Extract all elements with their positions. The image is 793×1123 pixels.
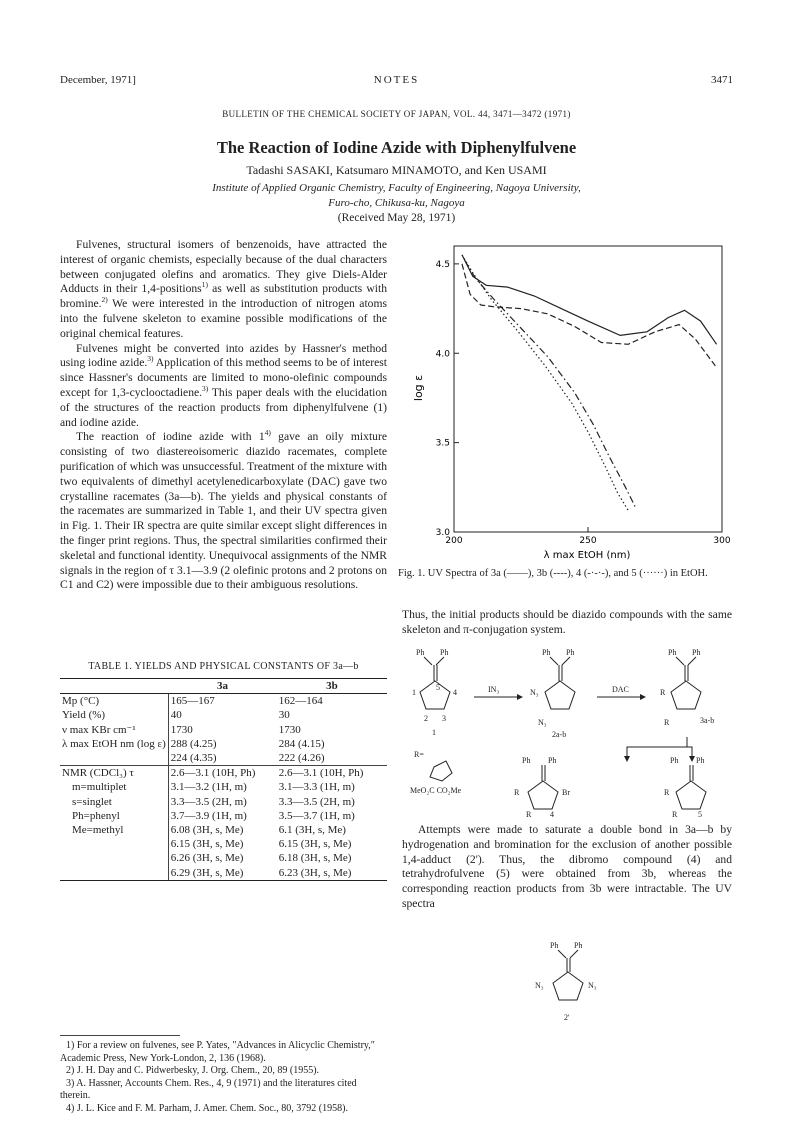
svg-text:R: R [672, 810, 678, 819]
uv-spectra-chart [412, 238, 737, 563]
paper-title: The Reaction of Iodine Azide with Diphenylfulvene [216, 138, 577, 157]
svg-text:Ph: Ph [416, 648, 425, 657]
table-row: 6.29 (3H, s, Me) 6.23 (3H, s, Me) [60, 866, 387, 881]
x-axis-label: λ max EtOH (nm) [543, 550, 631, 561]
x-tick-label: 300 [713, 536, 731, 546]
chart-ticks [436, 260, 731, 546]
series-line-4 [465, 260, 637, 509]
svg-text:R: R [660, 688, 666, 697]
svg-text:5: 5 [436, 683, 440, 692]
svg-text:MeO₂C CO₂Me: MeO₂C CO₂Me [410, 786, 462, 795]
table-col-3a: 3a [168, 679, 277, 694]
received-date: (Received May 28, 1971) [337, 212, 456, 224]
reagent-dac: DAC [612, 685, 629, 694]
svg-text:4: 4 [550, 810, 554, 819]
svg-text:N₃: N₃ [588, 981, 597, 990]
plot-frame [454, 246, 722, 532]
y-axis-label: log ε [412, 374, 425, 402]
x-tick-label: 250 [579, 536, 597, 546]
right-column-top-text: Thus, the initial products should be diazido compounds with the same skeleton and π-conjugation system. [402, 608, 732, 636]
svg-text:2': 2' [564, 1013, 570, 1022]
svg-text:4: 4 [453, 688, 457, 697]
table-row: 224 (4.35) 222 (4.26) [60, 751, 387, 766]
y-tick-label: 4.5 [435, 259, 450, 270]
footnote-rule [60, 1035, 180, 1036]
series-line-3b [462, 264, 717, 368]
svg-text:Ph: Ph [522, 756, 531, 765]
svg-text:1: 1 [432, 728, 436, 737]
running-header-date: December, 1971] [60, 74, 136, 86]
y-tick-label: 3.0 [435, 528, 450, 538]
table-row: Ph=phenyl 3.7—3.9 (1H, m) 3.5—3.7 (1H, m) [72, 809, 355, 822]
series-line-3a [462, 255, 717, 344]
svg-text:3: 3 [442, 714, 446, 723]
table-row: 6.26 (3H, s, Me) 6.18 (3H, s, Me) [60, 851, 387, 865]
table-row: m=multiplet 3.1—3.2 (1H, m) 3.1—3.3 (1H, m) [72, 781, 355, 794]
svg-text:Ph: Ph [670, 756, 679, 765]
svg-text:Ph: Ph [440, 648, 449, 657]
svg-text:Ph: Ph [696, 756, 705, 765]
svg-text:Ph: Ph [566, 648, 575, 657]
footnote-1: 1) For a review on fulvenes, see P. Yates, "Advances in Alicyclic Chemistry," Academic Press, New York-London, 2, 136 (1968). [60, 1040, 375, 1064]
compound-4 [514, 756, 570, 819]
authors: Tadashi SASAKI, Katsumaro MINAMOTO, and Ken USAMI [246, 163, 547, 177]
compound-1 [412, 648, 457, 737]
footnote-4: 4) J. L. Kice and F. M. Parham, J. Amer. Chem. Soc., 80, 3792 (1958). [66, 1102, 348, 1114]
r-definition [410, 750, 462, 795]
svg-text:N₃: N₃ [530, 688, 539, 697]
svg-text:2: 2 [424, 714, 428, 723]
compound-2-prime [530, 938, 620, 1028]
table-row: 6.15 (3H, s, Me) 6.15 (3H, s, Me) [60, 837, 387, 851]
table-caption: TABLE 1. YIELDS AND PHYSICAL CONSTANTS OF 3a—b [88, 661, 359, 672]
svg-text:5: 5 [698, 810, 702, 819]
svg-text:N₃: N₃ [535, 981, 544, 990]
svg-text:R=: R= [414, 750, 424, 759]
affiliation-line-1: Institute of Applied Organic Chemistry, Faculty of Engineering, Nagoya University, [212, 182, 581, 194]
page-number: 3471 [711, 74, 733, 86]
x-tick-label: 200 [445, 536, 463, 546]
svg-text:Ph: Ph [574, 941, 583, 950]
svg-text:2a-b: 2a-b [552, 730, 567, 739]
table-row: Me=methyl 6.08 (3H, s, Me) 6.1 (3H, s, Me) [72, 824, 346, 837]
svg-text:R: R [664, 788, 670, 797]
running-header-section: NOTES [373, 74, 420, 86]
paragraph-2: Fulvenes might be converted into azides by Hassner's method using iodine azide.$^{3)}$ Application of this method seems to be of interest since Hassner's documents are limited to mono-olefinic compounds except for 1,3-cyclooctadiene.$^{3)}$ This paper deals with the elucidation of the structures of the reaction products from diphenylfulvene (1) and iodine azide. [60, 341, 387, 429]
footnote-2: 2) J. H. Day and C. Pidwerbesky, J. Org. Chem., 20, 89 (1955). [66, 1065, 320, 1077]
svg-text:R: R [664, 718, 670, 727]
svg-text:Ph: Ph [550, 941, 559, 950]
svg-text:R: R [514, 788, 520, 797]
y-tick-label: 4.0 [435, 349, 450, 360]
table-row: λ max EtOH nm (log ε) 288 (4.25) 284 (4.15) [62, 737, 325, 750]
table-row: Yield (%) 40 30 [62, 709, 290, 722]
figure-caption: Fig. 1. UV Spectra of 3a (——), 3b (----), 4 (-·-·-), and 5 (······) in EtOH. [398, 568, 708, 579]
table-row: Mp (°C) 165—167 162—164 [62, 695, 323, 708]
affiliation [0, 181, 793, 211]
compound-2ab [530, 648, 575, 739]
compound-5 [664, 756, 706, 819]
series-line-5 [462, 255, 628, 511]
svg-text:Ph: Ph [542, 648, 551, 657]
affiliation-line-2: Furo-cho, Chikusa-ku, Nagoya [328, 197, 465, 209]
table-row: s=singlet 3.3—3.5 (2H, m) 3.3—3.5 (2H, m) [72, 795, 355, 808]
svg-text:R: R [526, 810, 532, 819]
chart-axes [454, 246, 722, 532]
paragraph-3: The reaction of iodine azide with 1$^{4)}$ gave an oily mixture consisting of two diastereoisomeric diazido racemates, complete purification of which was unsuccessful. Treatment of the mixture with two equivalents of dimethyl acetylenedicarboxylate (DAC) gave two crystalline racemates (3a—b). The yields and physical constants of the racemates are summarized in Table 1, and their UV spectra given in Fig. 1. Their IR spectra are quite similar except slight differences in the finger print regions. Thus, the spectral similarities confirmed their skeletal and functional identity. Unequivocal assignments of the NMR signals in the region of τ 3.1—3.9 (2 olefinic protons and 2 protons on C1 and C2) were impossible due to their ambiguous resolutions. [60, 428, 387, 592]
table-row: NMR (CDCl₃) τ 2.6—3.1 (10H, Ph) 2.6—3.1 (10H, Ph) [60, 766, 387, 781]
table-col-3b: 3b [277, 679, 387, 694]
table-header-row [60, 679, 387, 694]
compound-3ab [660, 648, 714, 727]
footnotes [60, 1040, 387, 1116]
svg-text:1: 1 [412, 688, 416, 697]
svg-text:Ph: Ph [692, 648, 701, 657]
svg-text:N₃: N₃ [538, 718, 547, 727]
svg-text:Ph: Ph [548, 756, 557, 765]
footnote-3: 3) A. Hassner, Accounts Chem. Res., 4, 9 (1971) and the literatures cited therein. [60, 1077, 357, 1102]
left-column-body [60, 238, 387, 593]
journal-line: BULLETIN OF THE CHEMICAL SOCIETY OF JAPAN, VOL. 44, 3471—3472 (1971) [222, 109, 571, 119]
yields-table [60, 678, 387, 881]
paragraph-1: Fulvenes, structural isomers of benzenoids, have attracted the interest of organic chemists, especially because of the dual characters between conjugated olefins and aromatics. They give Diels-Alder Adducts in their 1,4-positions$^{1)}$ as well as substitution products with bromine.$^{2)}$ We were interested in the introduction of nitrogen atoms into the fulvene skeleton to examine possible modifications of the original chemical features. [60, 238, 387, 340]
svg-text:Ph: Ph [668, 648, 677, 657]
y-tick-label: 3.5 [435, 438, 450, 449]
reaction-scheme [402, 645, 737, 820]
table-row: ν max KBr cm⁻¹ 1730 1730 [62, 723, 301, 736]
svg-text:Br: Br [562, 788, 570, 797]
chart-series [462, 255, 717, 511]
right-column-bottom-text: Attempts were made to saturate a double bond in 3a—b by hydrogenation and bromination for the exclusion of another possible 1,4-adduct (2'). Thus, the dibromo compound (4) and tetrahydrofulvene (5) were obtained from 3b, whereas the corresponding reaction products from 3b were intractable. The UV spectra [402, 823, 732, 910]
svg-text:3a-b: 3a-b [700, 716, 715, 725]
reagent-in3: IN₃ [488, 685, 500, 694]
